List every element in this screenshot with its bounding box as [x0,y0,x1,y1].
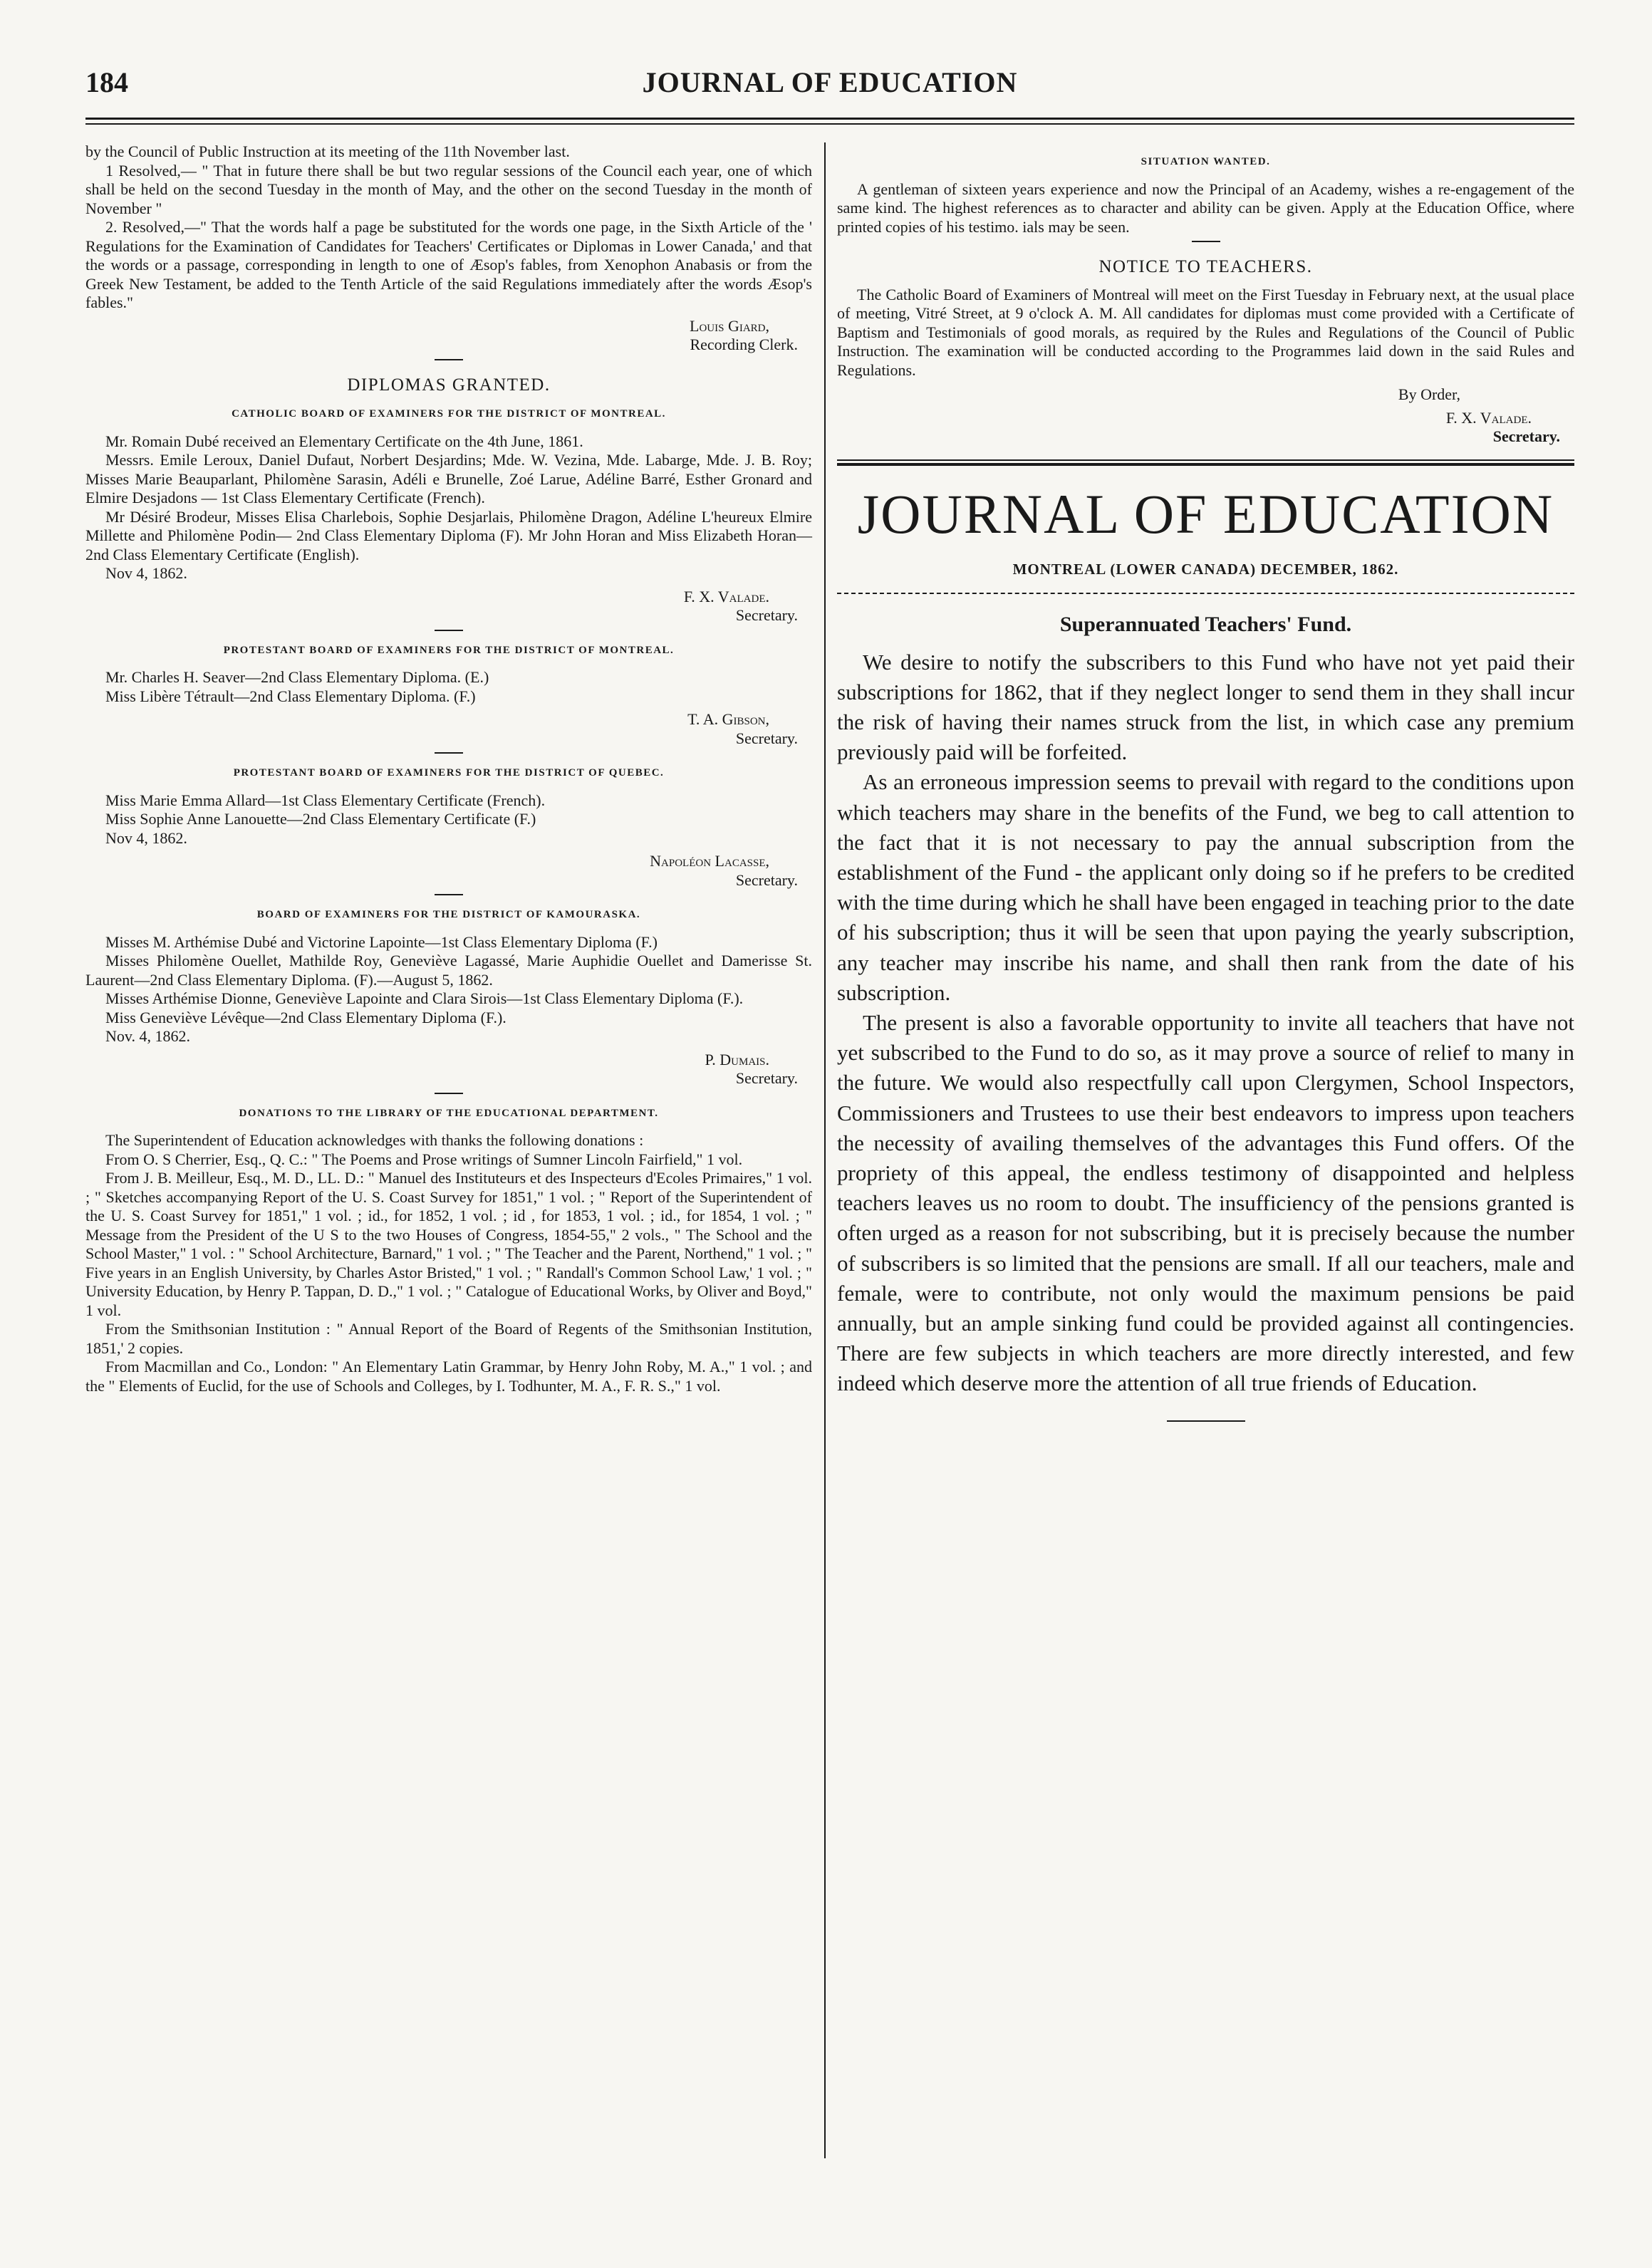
protestant-quebec-signature-title: Secretary. [735,870,798,889]
donations-intro: The Superintendent of Education acknowledges with thanks the following donations : [105,1131,644,1149]
masthead-rule [837,459,1574,466]
kamouraska-entry-3: Misses Arthémise Dionne, Geneviève Lapointe and Clara Sirois—1st Class Elementary Diploma (F.). [105,989,744,1007]
protestant-quebec-entry-1: Miss Marie Emma Allard—1st Class Elementary Certificate (French). [105,791,546,809]
council-intro: by the Council of Public Instruction at its meeting of the 11th November last. [85,142,570,160]
separator [435,752,463,754]
resolution-2: 2. Resolved,—" That the words half a page be substituted for the words one page, in the Sixth Article of the ' Regulations for the Examination of Candidates for Teachers' Certificates or Diplomas in Lower Canada,' and that the words or a passage, corresponding in length to one of Æsop's fables, from Xenophon Anabasis or from the Greek New Testament, be added to the Tenth Article of the said Regulations immediately after the words Æsop's fables." [85,218,812,311]
notice-to-teachers-heading: NOTICE TO TEACHERS. [1098,257,1313,276]
masthead-title: JOURNAL OF EDUCATION [857,482,1554,545]
catholic-date: Nov 4, 1862. [105,564,187,582]
situation-wanted-heading: SITUATION WANTED. [1141,156,1271,167]
header-rule [85,118,1574,125]
separator [435,630,463,631]
kamouraska-heading: BOARD OF EXAMINERS FOR THE DISTRICT OF KAMOURASKA. [256,909,641,920]
kamouraska-entry-4: Miss Geneviève Lévêque—2nd Class Elementary Diploma (F.). [105,1008,506,1026]
page-header [85,66,1574,115]
kamouraska-entry-2: Misses Philomène Ouellet, Mathilde Roy, Geneviève Lagassé, Marie Auphidie Ouellet and Damerisse St. Laurent—2nd Class Elementary Diploma. (F).—August 5, 1862. [85,952,812,989]
running-title: JOURNAL OF EDUCATION [642,66,1018,98]
editorial-paragraph-3: The present is also a favorable opportunity to invite all teachers that have not yet subscribed to the Fund to do so, as it may prove a source of relief to many in the future. We would also respectfully call upon Clergymen, School Inspectors, Commissioners and Trustees to use their best endeavors to impress upon teachers the necessity of availing themselves of the advantages this Fund offers. Of the propriety of this appeal, the endless testimony of disappointed and helpless teachers leaves us no room to doubt. The insufficiency of the pensions granted is often urged as a reason for not subscribing, but it is precisely because the number of subscribers is so limited that the pensions are small. If all our teachers, male and female, were to contribute, not only would the maximum pensions be paid annually, but an ample sinking fund could be provided against all contingencies. There are few subjects in which teachers are more directly interested, and few indeed which deserve more the attention of all true friends of Education. [837,1009,1574,1396]
left-column [85,142,812,1395]
catholic-signature-title: Secretary. [735,606,798,624]
notice-by-order: By Order, [1398,385,1460,403]
donations-heading: DONATIONS TO THE LIBRARY OF THE EDUCATIONAL DEPARTMENT. [239,1107,659,1119]
diplomas-heading: DIPLOMAS GRANTED. [347,375,551,395]
editorial-title: Superannuated Teachers' Fund. [1059,613,1352,636]
kamouraska-signature-name: P. Dumais. [705,1050,769,1068]
protestant-montreal-signature-name: T. A. Gibson, [687,710,769,728]
protestant-quebec-entry-2: Miss Sophie Anne Lanouette—2nd Class Elementary Certificate (F.) [105,810,536,828]
council-signature-name: Louis Giard, [690,316,769,335]
kamouraska-date: Nov. 4, 1862. [105,1027,190,1045]
notice-signature-name: F. X. Valade. [1445,408,1532,427]
donation-entry-3: From the Smithsonian Institution : " Annual Report of the Board of Regents of the Smithsonian Institution, 1851,' 2 copies. [85,1320,812,1357]
masthead-dateline: MONTREAL (LOWER CANADA) DECEMBER, 1862. [1012,560,1399,578]
protestant-quebec-date: Nov 4, 1862. [105,828,187,847]
protestant-quebec-signature-name: Napoléon Lacasse, [650,852,769,870]
donation-entry-4: From Macmillan and Co., London: " An Elementary Latin Grammar, by Henry John Roby, M. A.," 1 vol. ; and the " Elements of Euclid, for the use of Schools and Colleges, by I. Todhunter, M. A., F. R. S.," 1 vol. [85,1358,812,1395]
situation-wanted-text: A gentleman of sixteen years experience and now the Principal of an Academy, wishes a re-engagement of the same kind. The highest references as to character and ability can be given. Apply at the Education Office, where printed copies of his testimo. ials may be seen. [837,180,1574,236]
right-column [837,142,1574,1422]
catholic-entry-2: Messrs. Emile Leroux, Daniel Dufaut, Norbert Desjardins; Mde. W. Vezina, Mde. Labarge, Mde. J. B. Roy; Misses Marie Beauparlant, Philomène Sarasin, Adéli e Brunelle, Zoé Larue, Adéline Barré, Esther Gronard and Elmire Desjadons — 1st Class Elementary Certificate (French). [85,451,812,506]
council-signature-title: Recording Clerk. [690,335,798,353]
donation-entry-1: From O. S Cherrier, Esq., Q. C.: " The Poems and Prose writings of Sumner Lincoln Fairfield," 1 vol. [105,1150,743,1168]
end-rule [1167,1420,1245,1422]
kamouraska-entry-1: Misses M. Arthémise Dubé and Victorine Lapointe—1st Class Elementary Diploma (F.) [105,932,658,951]
catholic-entry-1: Mr. Romain Dubé received an Elementary Certificate on the 4th June, 1861. [105,432,583,450]
separator [435,359,463,360]
separator [1192,241,1220,242]
editorial-body [837,647,1574,1399]
editorial-paragraph-1: We desire to notify the subscribers to this Fund who have not yet paid their subscriptions for 1862, that if they neglect longer to send them in they shall incur the risk of having their names struck from the list, in which case any premium previously paid will be forfeited. [837,649,1574,765]
protestant-montreal-heading: PROTESTANT BOARD OF EXAMINERS FOR THE DISTRICT OF MONTREAL. [223,644,675,656]
notice-signature-title: Secretary. [1492,427,1560,445]
kamouraska-signature-title: Secretary. [735,1069,798,1087]
notice-to-teachers-text: The Catholic Board of Examiners of Montreal will meet on the First Tuesday in February next, at the usual place of meeting, Vitré Street, at 9 o'clock A. M. All candidates for diplomas must come provided with a Certificate of Baptism and Testimonials of good morals, as required by the Rules and Regulations of the Council of Public Instruction. The examination will be conducted according to the Programmes laid down in the said Rules and Regulations. [837,285,1574,379]
masthead-dashed-rule [837,593,1574,594]
catholic-signature-name: F. X. Valade. [683,587,769,605]
protestant-montreal-entry-1: Mr. Charles H. Seaver—2nd Class Elementary Diploma. (E.) [105,668,489,686]
editorial-paragraph-2: As an erroneous impression seems to prevail with regard to the conditions upon which teachers may share in the benefits of the Fund, we beg to call attention to the fact that it is not necessary to pay the annual subscription from the establishment of the Fund - the applicant only doing so if he prefers to be credited with the time during which he shall have been engaged in teaching prior to the date of his subscription; thus it will be seen that upon paying the yearly subscription, any teacher may inscribe his name, and shall then rank from the date of his subscription. [837,769,1574,1005]
separator [435,1093,463,1094]
protestant-quebec-heading: PROTESTANT BOARD OF EXAMINERS FOR THE DISTRICT OF QUEBEC. [233,767,665,779]
column-divider [824,142,826,2158]
catholic-entry-3: Mr Désiré Brodeur, Misses Elisa Charlebois, Sophie Desjarlais, Philomène Dragon, Adéline L'heureux Elmire Millette and Philomène Podin— 2nd Class Elementary Diploma (F). Mr John Horan and Miss Elizabeth Horan—2nd Class Elementary Certificate (English). [85,507,812,563]
protestant-montreal-signature-title: Secretary. [735,729,798,747]
separator [435,894,463,895]
donation-entry-2: From J. B. Meilleur, Esq., M. D., LL. D.: " Manuel des Instituteurs et des Inspecteurs d'Ecoles Primaires," 1 vol. ; " Sketches accompanying Report of the U. S. Coast Survey for 1851," 1 vol. ; " Report of the Superintendent of the U. S. Coast Survey for 1851," 1 vol. ; id., for 1852, 1 vol. ; id , for 1853, 1 vol. ; id., for 1854, 1 vol. ; " Message from the President of the U S to the two Houses of Congress, 1854-55," 2 vols., " The School and the School Master," 1 vol. : " School Architecture, Barnard," 1 vol. ; " The Teacher and the Parent, Northend," 1 vol. ; " Five years in an English University, by Charles Astor Bristed," 1 vol. ; " Randall's Common School Law,' 1 vol. ; " University Education, by Henry P. Tappan, D. D.," 1 vol. ; " Catalogue of Educational Works, by Oliver and Boyd," 1 vol. [85,1169,812,1319]
catholic-montreal-heading: CATHOLIC BOARD OF EXAMINERS FOR THE DISTRICT OF MONTREAL. [232,408,666,420]
resolution-1: 1 Resolved,— " That in future there shall be but two regular sessions of the Council each year, one of which shall be held on the second Tuesday in the month of May, and the other on the second Tuesday in the month of November " [85,161,812,217]
protestant-montreal-entry-2: Miss Libère Tétrault—2nd Class Elementary Diploma. (F.) [105,687,476,705]
page-number: 184 [85,66,128,98]
